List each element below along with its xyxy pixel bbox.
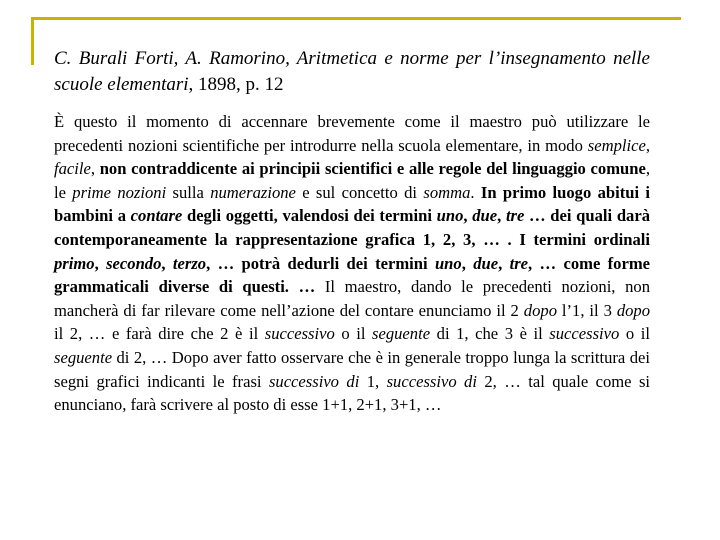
passage-run: uno xyxy=(434,253,462,273)
passage-run: dopo xyxy=(616,300,650,320)
passage-run: 1, xyxy=(359,371,387,391)
passage-run: terzo xyxy=(172,253,207,273)
passage-run: secondo xyxy=(106,253,162,273)
passage-run: uno xyxy=(436,206,464,226)
passage-run: numerazione xyxy=(210,182,296,202)
passage-run: degli oggetti, valendosi dei termini xyxy=(182,206,437,226)
passage-run: , xyxy=(461,253,474,273)
passage-run: contare xyxy=(130,206,183,226)
passage-run: . xyxy=(470,182,481,202)
passage-run: di 1, che 3 è il xyxy=(430,324,550,344)
passage-run: somma xyxy=(423,182,471,202)
passage-run: successivo xyxy=(549,324,620,344)
passage-run: facile xyxy=(54,159,91,179)
passage-run: Il maestro, dando le precedenti nozioni, non mancherà di far rilevare come nell’azione del contare enunciamo il 2 xyxy=(54,277,650,320)
passage-run: primo xyxy=(54,253,95,273)
passage-run: 2, … tal quale come si enunciano, farà scrivere al posto di esse 1+1, 2+1, 3+1, … xyxy=(54,371,651,415)
passage-run: , xyxy=(645,135,650,155)
passage-run: , xyxy=(90,159,100,179)
passage-run: È questo il momento di accennare brevemente come il maestro può utilizzare le precedenti nozioni scientifiche per introdurre nella scuola elementare, in modo xyxy=(54,112,650,155)
passage-run: dopo xyxy=(523,300,557,320)
passage-run: tre xyxy=(505,206,525,226)
passage-run: , le xyxy=(54,159,651,202)
citation-year-page: , 1898, p. 12 xyxy=(188,74,284,95)
passage-run: prime nozioni xyxy=(72,182,167,202)
passage-run: seguente xyxy=(54,347,113,367)
accent-rule-horizontal xyxy=(31,17,681,20)
passage-run: , xyxy=(463,206,473,226)
citation-title xyxy=(54,46,650,98)
passage-run: , … potrà dedurli dei termini xyxy=(206,253,435,273)
passage-run: , xyxy=(161,253,173,273)
passage-run: o il xyxy=(334,324,373,344)
passage-run: … dei quali darà contemporaneamente la rappresentazione grafica 1, 2, 3, … . I termini ordinali xyxy=(54,206,651,249)
passage-run: o il xyxy=(619,324,650,344)
quoted-passage xyxy=(54,110,650,417)
passage-run: successivo di xyxy=(268,371,360,391)
passage-run: semplice xyxy=(587,135,646,155)
passage-run: successivo di xyxy=(386,371,477,391)
passage-run: tre xyxy=(509,253,529,273)
passage-run: In primo luogo abitui i bambini a xyxy=(54,182,651,226)
passage-run: sulla xyxy=(166,182,211,202)
passage-run: e sul concetto di xyxy=(295,182,424,202)
passage-run: l’1, il 3 xyxy=(556,300,617,320)
passage-run: non contraddicente ai principii scientifici e alle regole del linguaggio comune xyxy=(99,159,646,179)
passage-run: di 2, … Dopo aver fatto osservare che è in generale troppo lunga la scrittura dei segni grafici indicanti le frasi xyxy=(54,347,650,391)
passage-run: , xyxy=(497,206,506,226)
passage-run: successivo xyxy=(264,324,335,344)
passage-run: due xyxy=(472,206,498,226)
passage-run: , xyxy=(498,253,510,273)
passage-run: seguente xyxy=(372,324,431,344)
accent-rule-vertical xyxy=(31,17,34,65)
passage-run: , xyxy=(94,253,107,273)
passage-run: , … come forme grammaticali diverse di questi. … xyxy=(54,253,651,297)
citation-authors-work: C. Burali Forti, A. Ramorino, Aritmetica e norme per l’insegnamento nelle scuole elementari xyxy=(54,48,650,95)
passage-run: due xyxy=(473,253,499,273)
passage-run: il 2, … e farà dire che 2 è il xyxy=(54,324,265,344)
